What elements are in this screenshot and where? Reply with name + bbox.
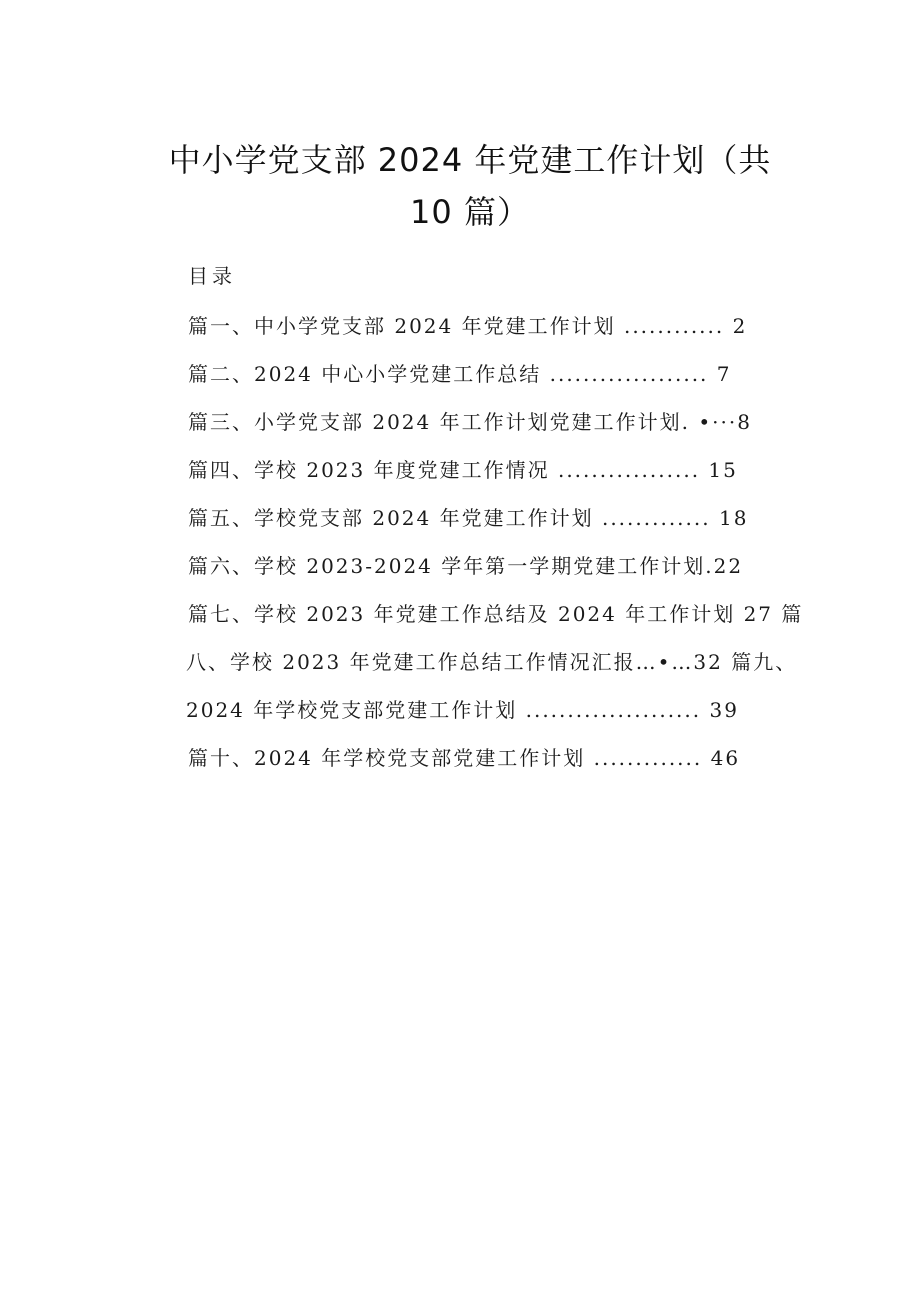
toc-entry[interactable]: 篇六、学校 2023-2024 学年第一学期党建工作计划.22	[188, 554, 744, 578]
toc-entry[interactable]: 篇十、2024 年学校党支部党建工作计划 ............. 46	[188, 746, 741, 770]
toc-entry[interactable]: 篇四、学校 2023 年度党建工作情况 ................. 15	[188, 458, 738, 482]
toc-heading: 目录	[188, 264, 236, 288]
toc-entry[interactable]: 篇五、学校党支部 2024 年党建工作计划 ............. 18	[188, 506, 749, 530]
toc-entry[interactable]: 篇三、小学党支部 2024 年工作计划党建工作计划. •···8	[188, 410, 752, 434]
toc-entry[interactable]: 篇二、2024 中心小学党建工作总结 ................... 7	[188, 362, 732, 386]
document-title: 中小学党支部 2024 年党建工作计划（共 10 篇）	[168, 141, 772, 231]
toc-entry[interactable]: 篇七、学校 2023 年党建工作总结及 2024 年工作计划 27 篇	[188, 602, 804, 626]
toc-entry[interactable]: 篇一、中小学党支部 2024 年党建工作计划 ............ 2	[188, 314, 748, 338]
toc-entry[interactable]: 八、学校 2023 年党建工作总结工作情况汇报…•…32 篇九、	[186, 650, 798, 674]
toc-entry[interactable]: 2024 年学校党支部党建工作计划 ..................... 39	[186, 698, 739, 722]
